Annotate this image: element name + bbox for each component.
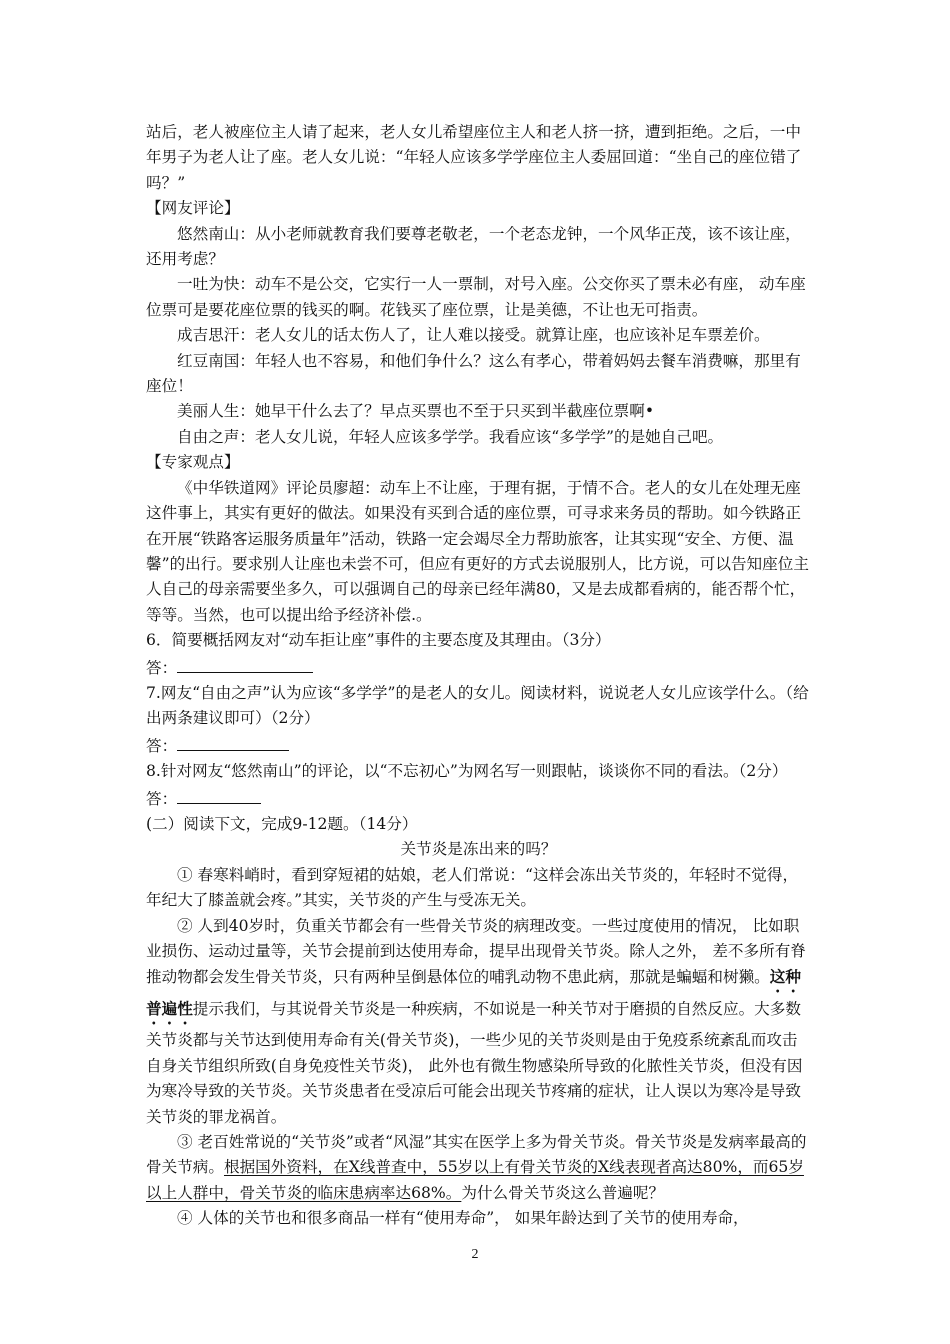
paragraph-intro: 站后，老人被座位主人请了起来，老人女儿希望座位主人和老人挤一挤，遭到拒绝。之后，一中年男子为老人让了座。老人女儿说：“年轻人应该多学学座位主人委屈回道：“坐自己的座位错了吗？” bbox=[146, 123, 802, 192]
comment-ziyou-zhisheng: 自由之声：老人女儿说，年轻人应该多学学。我看应该“多学学”的是她自己吧。 bbox=[177, 427, 724, 446]
question-7: 7.网友“自由之声”认为应该“多学学”的是老人的女儿。阅读材料，说说老人女儿应该学什么。（给出两条建议即可）（2分） bbox=[146, 683, 809, 728]
comment-youran-nanshan: 悠然南山：从小老师就教育我们要尊老敬老，一个老态龙钟，一个风华正茂，该不该让座，还用考虑？ bbox=[146, 224, 801, 269]
page-number: 2 bbox=[471, 1247, 479, 1262]
emphasized-phrase: 这种普遍性 bbox=[146, 967, 801, 1019]
answer-blank[interactable] bbox=[177, 732, 289, 751]
article-paragraph-2 bbox=[146, 914, 811, 1130]
answer-blank[interactable] bbox=[177, 785, 261, 804]
answer-line-7 bbox=[146, 732, 811, 759]
paragraph-3-text-end: 为什么骨关节炎这么普遍呢？ bbox=[461, 1183, 665, 1202]
paragraph-2-text-end: 提示我们，与其说骨关节炎是一种疾病，不如说是一种关节对于磨损的自然反应。大多数关节炎都与关节达到使用寿命有关(骨关节炎)，一些少见的关节炎则是由于免疫系统紊乱而攻击自身关节组织所致(自身免疫性关节炎)， 此外也有微生物感染所导致的化脓性关节炎，但没有因为寒冷导致的关节炎。关节炎患者在受凉后可能会出现关节疼痛的症状，让人误以为寒冷是导致关节炎的罪龙祸首。 bbox=[146, 1000, 803, 1126]
expert-opinion-paragraph: 《中华铁道网》评论员廖超：动车上不让座，于理有据，于情不合。老人的女儿在处理无座这件事上，其实有更好的做法。如果没有买到合适的座位票，可寻求来务员的帮助。如今铁路正在开展“铁路客运服务质量年”活动，铁路一定会竭尽全力帮助旅客，让其实现“安全、方便、温馨”的出行。要求别人让座也未尝不可，但应有更好的方式去说服别人，比方说，可以告知座位主人自己的母亲需要坐多久，可以强调自己的母亲已经年满80，又是去成都看病的，能否帮个忙，等等。当然，也可以提出给予经济补偿.。 bbox=[146, 478, 809, 624]
page-content bbox=[146, 120, 811, 1232]
answer-label: 答： bbox=[146, 789, 178, 808]
answer-label: 答： bbox=[146, 658, 178, 677]
answer-label: 答： bbox=[146, 736, 178, 755]
comment-hongdou-nanguo: 红豆南国：年轻人也不容易，和他们争什么？这么有孝心，带着妈妈去餐车消费嘛，那里有座位！ bbox=[146, 351, 801, 396]
comment-meili-rensheng: 美丽人生：她早干什么去了？早点买票也不至于只买到半截座位票啊• bbox=[177, 402, 655, 421]
article-title: 关节炎是冻出来的吗？ bbox=[400, 840, 557, 859]
answer-line-8 bbox=[146, 785, 811, 812]
answer-line-6 bbox=[146, 654, 811, 681]
article-paragraph-3 bbox=[146, 1130, 811, 1206]
comment-chengjisihan: 成吉思汗：老人女儿的话太伤人了，让人难以接受。就算让座，也应该补足车票差价。 bbox=[177, 326, 770, 345]
netizen-comments-header: 【网友评论】 bbox=[146, 199, 240, 218]
answer-blank[interactable] bbox=[177, 654, 313, 673]
comment-yitu-weikuai: 一吐为快：动车不是公交，它实行一人一票制，对号入座。公交你买了票未必有座， 动车座位票可是要花座位票的钱买的啊。花钱买了座位票，让是美德，不让也无可指责。 bbox=[146, 275, 806, 319]
section-2-intro: (二）阅读下文，完成9-12题。（14分） bbox=[146, 814, 418, 833]
expert-opinion-header: 【专家观点】 bbox=[146, 453, 240, 472]
paragraph-3-text-start: ③ 老百姓常说的“关节炎”或者“风湿”其实在医学上多为骨关节炎。骨关节炎是发病率最高的骨关节病。 bbox=[146, 1133, 807, 1177]
paragraph-2-text-start: ② 人到40岁时，负重关节都会有一些骨关节炎的病理改变。一些过度使用的情况， 比如职业损伤、运动过量等，关节会提前到达使用寿命，提早出现骨关节炎。除人之外， 差不多所有脊推动物都会发生骨关节炎，只有两种呈倒悬体位的哺乳动物不患此病，那就是蝙蝠和树獭。 bbox=[146, 916, 806, 987]
article-paragraph-4: ④ 人体的关节也和很多商品一样有“使用寿命”， 如果年龄达到了关节的使用寿命， bbox=[177, 1209, 749, 1228]
underlined-sentence: 根据国外资料，在X线普查中，55岁以上有骨关节炎的X线表现者高达80%，而65岁以上人群中，骨关节炎的临床患病率达68%。 bbox=[146, 1158, 804, 1202]
article-paragraph-1: ① 春寒料峭时，看到穿短裙的姑娘，老人们常说：“这样会冻出关节炎的，年轻时不觉得，年纪大了膝盖就会疼。”其实，关节炎的产生与受冻无关。 bbox=[146, 865, 799, 910]
question-6: 6．简要概括网友对“动车拒让座”事件的主要态度及其理由。（3分） bbox=[146, 631, 611, 650]
question-8: 8.针对网友“悠然南山”的评论，以“不忘初心”为网名写一则跟帖，谈谈你不同的看法。（2分） bbox=[146, 762, 788, 781]
